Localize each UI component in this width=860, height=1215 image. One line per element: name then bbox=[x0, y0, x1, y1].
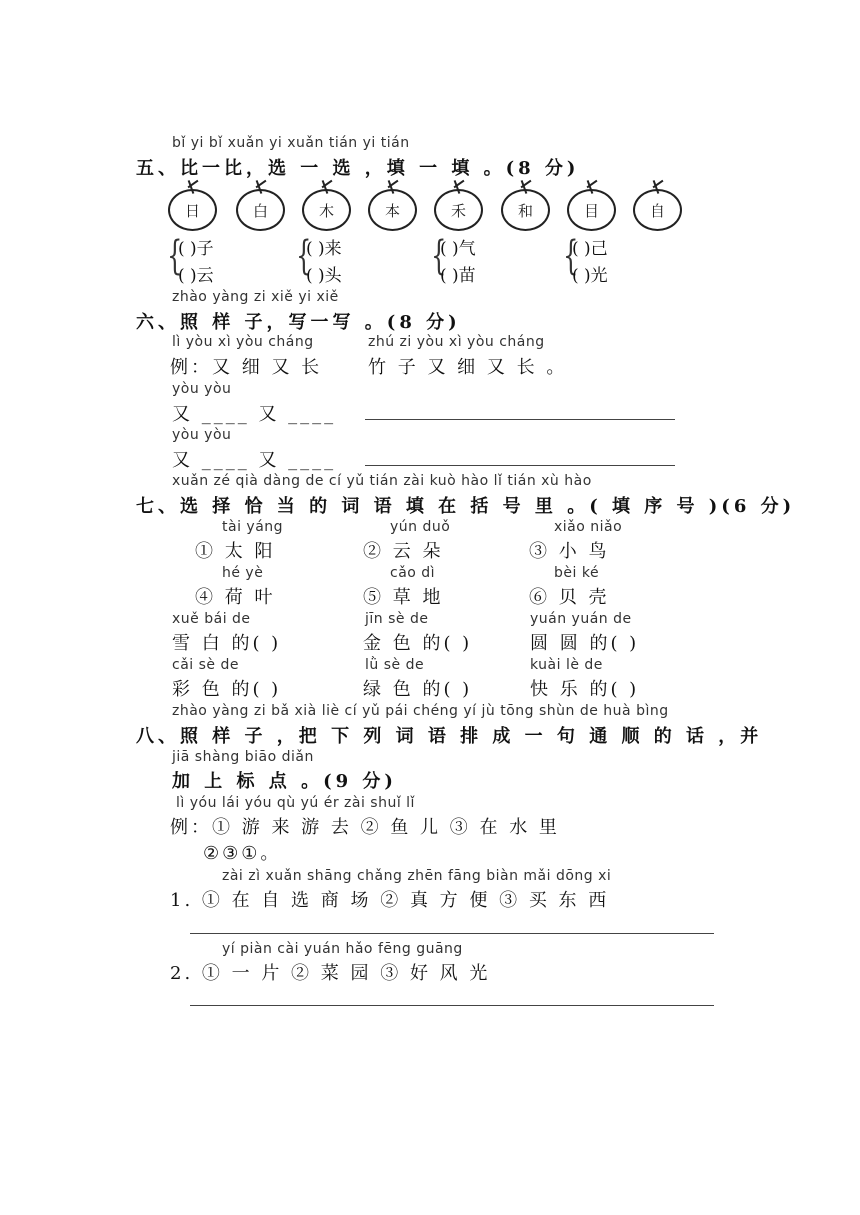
example-left: 例：又 细 又 长 bbox=[170, 357, 323, 378]
example8-pinyin: lì yóu lái yóu qù yú ér zài shuǐ lǐ bbox=[176, 795, 415, 811]
option2-pinyin: yún duǒ bbox=[390, 519, 451, 535]
example-pinyin-right: zhú zi yòu xì yòu cháng bbox=[368, 334, 545, 350]
apple-char-7: 目 bbox=[567, 189, 616, 231]
blank3[interactable]: 圆 圆 的( ) bbox=[530, 633, 640, 654]
option5-pinyin: cǎo dì bbox=[390, 565, 436, 581]
group3-bottom: ( )苗 bbox=[440, 266, 476, 286]
q1-pinyin: zài zì xuǎn shāng chǎng zhēn fāng biàn mǎi dōng xi bbox=[222, 868, 612, 884]
section6-title: 六、照 样 子，写一写 。(8 分) bbox=[136, 312, 461, 333]
section7-title: 七、选 择 恰 当 的 词 语 填 在 括 号 里 。( 填 序 号 )(6 分) bbox=[136, 496, 796, 517]
section5-pinyin: bǐ yi bǐ xuǎn yi xuǎn tián yi tián bbox=[172, 135, 410, 151]
option1-pinyin: tài yáng bbox=[222, 519, 284, 535]
group2-top: ( )来 bbox=[306, 239, 342, 259]
blank3-pinyin: yuán yuán de bbox=[530, 611, 632, 627]
q2-pinyin: yí piàn cài yuán hǎo fēng guāng bbox=[222, 941, 463, 957]
apple-char-4: 本 bbox=[368, 189, 417, 231]
blank6-pinyin: kuài lè de bbox=[530, 657, 603, 673]
q2: 2. ① 一 片 ② 菜 园 ③ 好 风 光 bbox=[170, 963, 491, 984]
option6-pinyin: bèi ké bbox=[554, 565, 600, 581]
apple-char-3: 木 bbox=[302, 189, 351, 231]
q1-answer-line[interactable] bbox=[190, 933, 714, 934]
row1-answer-line[interactable] bbox=[365, 419, 675, 420]
q2-answer-line[interactable] bbox=[190, 1005, 714, 1006]
brace-4: { bbox=[563, 233, 579, 279]
apple-char-1: 日 bbox=[168, 189, 217, 231]
row1-pinyin: yòu yòu bbox=[172, 381, 232, 397]
blank4-pinyin: cǎi sè de bbox=[172, 657, 239, 673]
blank2[interactable]: 金 色 的( ) bbox=[363, 633, 473, 654]
section8-pinyin: zhào yàng zi bǎ xià liè cí yǔ pái chéng yí jù tōng shùn de huà bìng bbox=[172, 703, 669, 719]
brace-2: { bbox=[296, 233, 312, 279]
blank5-pinyin: lǜ sè de bbox=[365, 657, 425, 673]
example8-answer: ②③①。 bbox=[203, 843, 282, 864]
apple-char-2: 白 bbox=[236, 189, 285, 231]
blank6[interactable]: 快 乐 的( ) bbox=[530, 679, 640, 700]
blank1[interactable]: 雪 白 的( ) bbox=[172, 633, 282, 654]
section6-pinyin: zhào yàng zi xiě yi xiě bbox=[172, 289, 339, 305]
row1-text: 又 ____ 又 ____ bbox=[172, 404, 337, 425]
section8-title: 八、照 样 子 ，把 下 列 词 语 排 成 一 句 通 顺 的 话 ，并 bbox=[136, 726, 763, 747]
section7-pinyin: xuǎn zé qià dàng de cí yǔ tián zài kuò hào lǐ tián xù hào bbox=[172, 473, 592, 489]
option3: ③ 小 鸟 bbox=[529, 541, 610, 562]
apple-char-6: 和 bbox=[501, 189, 550, 231]
brace-3: { bbox=[431, 233, 447, 279]
example8: 例：① 游 来 游 去 ② 鱼 儿 ③ 在 水 里 bbox=[170, 817, 560, 838]
brace-1: { bbox=[167, 233, 183, 279]
section8-title2: 加 上 标 点 。(9 分) bbox=[172, 771, 397, 792]
section8-pinyin2: jiā shàng biāo diǎn bbox=[172, 749, 314, 765]
apple-char-8: 自 bbox=[633, 189, 682, 231]
option6: ⑥ 贝 壳 bbox=[529, 587, 610, 608]
option4-pinyin: hé yè bbox=[222, 565, 264, 581]
group1-top: ( )子 bbox=[178, 239, 214, 259]
q1: 1. ① 在 自 选 商 场 ② 真 方 便 ③ 买 东 西 bbox=[170, 890, 610, 911]
option1: ① 太 阳 bbox=[195, 541, 276, 562]
option4: ④ 荷 叶 bbox=[195, 587, 276, 608]
apple-char-5: 禾 bbox=[434, 189, 483, 231]
option3-pinyin: xiǎo niǎo bbox=[554, 519, 623, 535]
group1-bottom: ( )云 bbox=[178, 266, 214, 286]
blank4[interactable]: 彩 色 的( ) bbox=[172, 679, 282, 700]
blank2-pinyin: jīn sè de bbox=[365, 611, 429, 627]
row2-answer-line[interactable] bbox=[365, 465, 675, 466]
example-right: 竹 子 又 细 又 长 。 bbox=[368, 357, 568, 378]
group2-bottom: ( )头 bbox=[306, 266, 342, 286]
row2-pinyin: yòu yòu bbox=[172, 427, 232, 443]
example-pinyin-left: lì yòu xì yòu cháng bbox=[172, 334, 314, 350]
section5-title: 五、比一比，选 一 选 ，填 一 填 。(8 分) bbox=[136, 158, 580, 179]
blank5[interactable]: 绿 色 的( ) bbox=[363, 679, 473, 700]
option2: ② 云 朵 bbox=[363, 541, 444, 562]
blank1-pinyin: xuě bái de bbox=[172, 611, 251, 627]
group3-top: ( )气 bbox=[440, 239, 476, 259]
group4-top: ( )己 bbox=[572, 239, 608, 259]
option5: ⑤ 草 地 bbox=[363, 587, 444, 608]
row2-text: 又 ____ 又 ____ bbox=[172, 450, 337, 471]
group4-bottom: ( )光 bbox=[572, 266, 608, 286]
